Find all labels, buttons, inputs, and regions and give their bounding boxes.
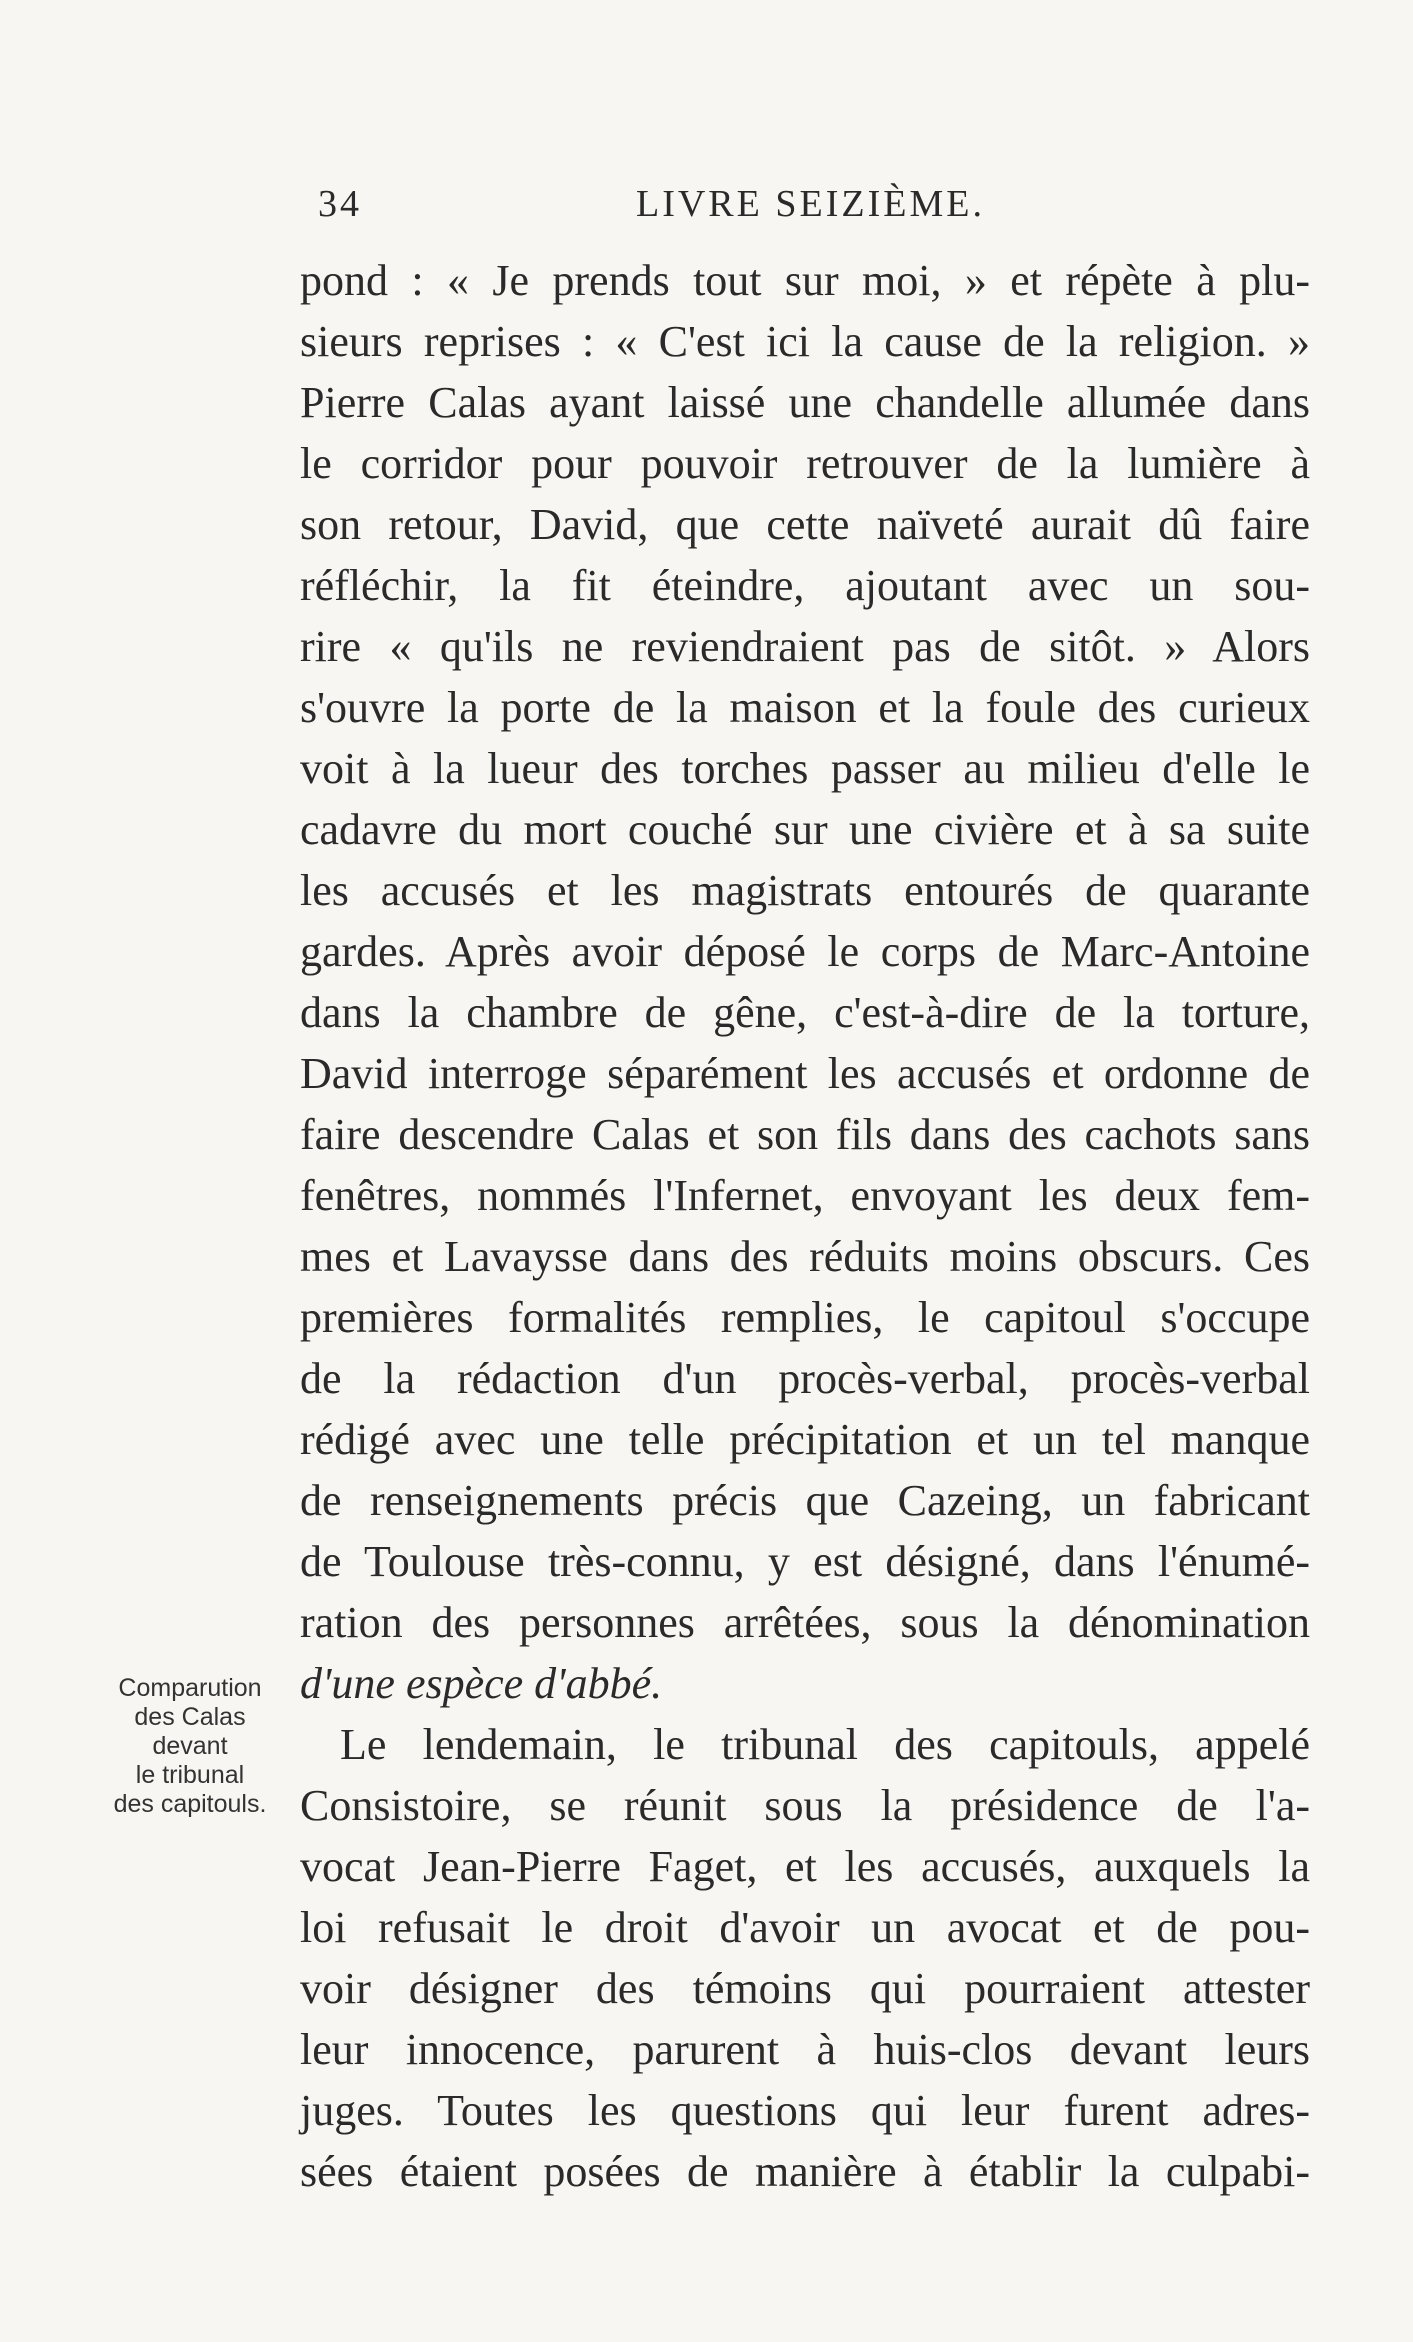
text-line: voit à la lueur des torches passer au milieu d'elle le (300, 744, 1310, 793)
text-line: juges. Toutes les questions qui leur furent adres- (300, 2086, 1310, 2135)
text-line: gardes. Après avoir déposé le corps de Marc-Antoine (300, 927, 1310, 976)
page-number: 34 (318, 183, 362, 225)
page-header (318, 182, 1318, 232)
text-line: dans la chambre de gêne, c'est-à-dire de la torture, (300, 988, 1310, 1037)
text-line: d'une espèce d'abbé. (300, 1659, 663, 1708)
text-line: de renseignements précis que Cazeing, un fabricant (300, 1476, 1310, 1525)
text-line: sées étaient posées de manière à établir la culpabi- (300, 2147, 1310, 2196)
text-line: s'ouvre la porte de la maison et la foule des curieux (300, 683, 1310, 732)
text-line: les accusés et les magistrats entourés de quarante (300, 866, 1310, 915)
text-line: rédigé avec une telle précipitation et un tel manque (300, 1415, 1310, 1464)
body-text (300, 250, 1310, 2202)
text-line: David interroge séparément les accusés et ordonne de (300, 1049, 1310, 1098)
text-line: réfléchir, la fit éteindre, ajoutant avec un sou- (300, 561, 1310, 610)
running-title: LIVRE SEIZIÈME. (636, 183, 985, 225)
margin-note-line: des capitouls. (113, 1790, 267, 1818)
text-line: ration des personnes arrêtées, sous la dénomination (300, 1598, 1310, 1647)
text-line: de la rédaction d'un procès-verbal, procès-verbal (300, 1354, 1310, 1403)
text-line: leur innocence, parurent à huis-clos devant leurs (300, 2025, 1310, 2074)
text-line: vocat Jean-Pierre Faget, et les accusés, auxquels la (300, 1842, 1310, 1891)
text-line: Consistoire, se réunit sous la présidence de l'a- (300, 1781, 1310, 1830)
text-line: son retour, David, que cette naïveté aurait dû faire (300, 500, 1310, 549)
margin-note-line: des Calas (134, 1703, 246, 1731)
text-line: de Toulouse très-connu, y est désigné, dans l'énumé- (300, 1537, 1310, 1586)
margin-note-line: Comparution (118, 1674, 262, 1702)
text-line: Pierre Calas ayant laissé une chandelle allumée dans (300, 378, 1310, 427)
text-line: rire « qu'ils ne reviendraient pas de sitôt. » Alors (300, 622, 1310, 671)
text-line: mes et Lavaysse dans des réduits moins obscurs. Ces (300, 1232, 1310, 1281)
margin-note-line: devant (152, 1732, 228, 1760)
text-line: sieurs reprises : « C'est ici la cause de la religion. » (300, 317, 1310, 366)
text-line: loi refusait le droit d'avoir un avocat et de pou- (300, 1903, 1310, 1952)
text-line: voir désigner des témoins qui pourraient attester (300, 1964, 1310, 2013)
text-line: Le lendemain, le tribunal des capitouls, appelé (340, 1720, 1310, 1769)
text-line: faire descendre Calas et son fils dans des cachots sans (300, 1110, 1310, 1159)
text-line: fenêtres, nommés l'Infernet, envoyant les deux fem- (300, 1171, 1310, 1220)
margin-note-line: le tribunal (135, 1761, 245, 1789)
text-line: pond : « Je prends tout sur moi, » et répète à plu- (300, 256, 1310, 305)
text-line: premières formalités remplies, le capitoul s'occupe (300, 1293, 1310, 1342)
margin-note (90, 1674, 290, 1819)
text-line: cadavre du mort couché sur une civière et à sa suite (300, 805, 1310, 854)
text-line: le corridor pour pouvoir retrouver de la lumière à (300, 439, 1310, 488)
